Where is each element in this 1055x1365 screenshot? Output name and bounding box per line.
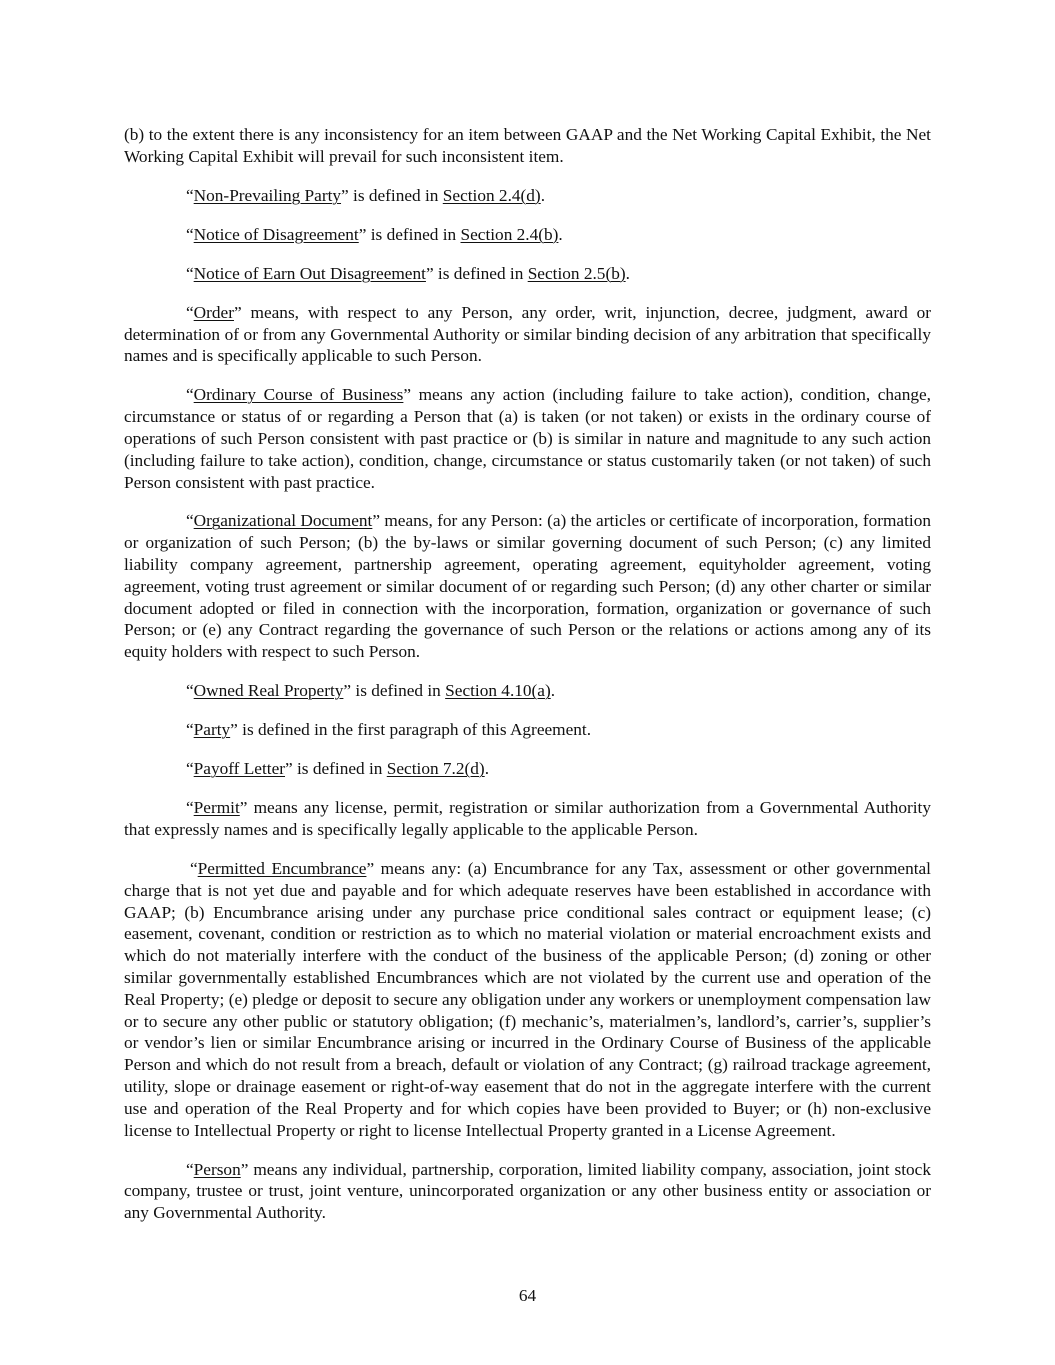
open-quote: “ — [186, 759, 194, 779]
period: . — [625, 263, 630, 283]
page-number: 64 — [518, 1286, 537, 1305]
defined-term: Notice of Disagreement — [193, 224, 359, 244]
defined-term: Permit — [193, 798, 240, 818]
section-reference[interactable]: Section 2.4(d) — [442, 185, 541, 205]
open-quote: “ — [186, 385, 194, 405]
period: . — [558, 224, 563, 244]
defined-term: Permitted Encumbrance — [197, 858, 367, 878]
definition-person — [124, 1159, 931, 1224]
definition-non-prevailing-party — [124, 185, 931, 207]
section-reference[interactable]: Section 7.2(d) — [386, 759, 485, 779]
defined-term: Organizational Document — [193, 511, 373, 531]
period: . — [550, 681, 556, 701]
defined-term: Payoff Letter — [193, 759, 286, 779]
definition-notice-of-earn-out-disagreement — [124, 263, 931, 285]
defined-term: Owned Real Property — [193, 681, 344, 701]
section-reference[interactable]: Section 4.10(a) — [445, 681, 551, 701]
definition-notice-of-disagreement — [124, 224, 931, 246]
definition-order — [124, 302, 931, 367]
open-quote: “ — [186, 185, 194, 205]
definition-text: ” is defined in — [341, 185, 443, 205]
open-quote: “ — [190, 858, 198, 878]
definition-text: ” means any individual, partnership, corporation, limited liability company, association, joint stock company, trustee or trust, joint venture, unincorporated organization or any other business entity or association or any Governmental Authority. — [124, 1159, 931, 1223]
definition-permit — [124, 797, 931, 841]
open-quote: “ — [186, 720, 194, 740]
open-quote: “ — [186, 302, 194, 322]
defined-term: Party — [193, 720, 231, 740]
definition-party — [124, 719, 931, 741]
paragraph-gaap-inconsistency: (b) to the extent there is any inconsistency for an item between GAAP and the Net Working Capital Exhibit, the Net Working Capital Exhibit will prevail for such inconsistent item. — [124, 125, 931, 166]
definition-permitted-encumbrance — [124, 858, 931, 1141]
defined-term: Non-Prevailing Party — [193, 185, 342, 205]
section-reference[interactable]: Section 2.5(b) — [527, 263, 626, 283]
open-quote: “ — [186, 681, 194, 701]
period: . — [540, 185, 546, 205]
defined-term: Order — [193, 302, 234, 322]
definition-text: ” is defined in — [425, 263, 528, 283]
definition-owned-real-property — [124, 680, 931, 702]
definition-text: ” means, for any Person: (a) the articles or certificate of incorporation, formation or organization of such Person; (b) the by-laws or similar governing document of such Person; (c) any limited liability company agreement, partnership agreement, operating agreement, equityholder agreement, voting agreement, voting trust agreement or similar document of or regarding such Person; (d) any other charter or similar document adopted or filed in connection with the incorporation, formation, organization or governance of such Person; or (e) any Contract regarding the governance of such Person or the relations or actions among any of its equity holders with respect to such Person. — [124, 511, 931, 662]
definition-text: ” means, with respect to any Person, any order, writ, injunction, decree, judgment, award or determination of or from any Governmental Authority or similar binding decision of any arbitration that specifically names and is specifically applicable to such Person. — [124, 302, 931, 366]
definition-payoff-letter — [124, 758, 931, 780]
defined-term: Person — [193, 1159, 241, 1179]
definition-text: ” means any license, permit, registration or similar authorization from a Governmental Authority that expressly names and is specifically legally applicable to the applicable Person. — [124, 798, 931, 839]
document-page — [124, 124, 931, 1241]
open-quote: “ — [186, 511, 194, 531]
open-quote: “ — [186, 224, 194, 244]
open-quote: “ — [186, 1159, 194, 1179]
definition-text: ” is defined in — [358, 224, 461, 244]
defined-term: Notice of Earn Out Disagreement — [193, 263, 426, 283]
definition-organizational-document — [124, 510, 931, 663]
period: . — [484, 759, 490, 779]
section-reference[interactable]: Section 2.4(b) — [460, 224, 559, 244]
definition-text: ” means any: (a) Encumbrance for any Tax, assessment or other governmental charge that is not yet due and payable and for which adequate reserves have been established in accordance with GAAP; (b) Encumbrance arising under any purchase price conditional sales contract or equipment lease; (c) easement, covenant, condition or restriction as to which no material violation or material encroachment exists and which do not materially interfere with the conduct of the business of the applicable Person; (d) zoning or other similar governmentally established Encumbrances which are not violated by the current use and operation of the Real Property; (e) pledge or deposit to secure any obligation under any workers or unemployment compensation law or to secure any other public or statutory obligation; (f) mechanic’s, materialmen’s, landlord’s, carrier’s, supplier’s or vendor’s lien or similar Encumbrance arising or incurred in the Ordinary Course of Business of the applicable Person and which do not result from a breach, default or violation of any Contract; (g) railroad trackage agreement, utility, slope or drainage easement or right-of-way easement that do not in the aggregate interfere with the current use and operation of the Real Property and for which copies have been provided to Buyer; or (h) non-exclusive license to Intellectual Property or right to license Intellectual Property granted in a License Agreement. — [124, 858, 931, 1140]
definition-text: ” means any action (including failure to take action), condition, change, circumstance or status of or regarding a Person that (a) is taken (or not taken) or exists in the ordinary course of operations of such Person consistent with past practice or (b) is similar in nature and magnitude to any such action (including failure to take action), condition, change, circumstance or status customarily taken (or not taken) of such Person consistent with past practice. — [124, 385, 932, 492]
open-quote: “ — [186, 263, 194, 283]
definition-ordinary-course-of-business — [124, 384, 931, 493]
open-quote: “ — [186, 798, 194, 818]
definition-text: ” is defined in — [343, 681, 446, 701]
defined-term: Ordinary Course of Business — [193, 385, 404, 405]
definition-text: ” is defined in — [285, 759, 387, 779]
definition-text: ” is defined in the first paragraph of this Agreement. — [230, 720, 592, 740]
